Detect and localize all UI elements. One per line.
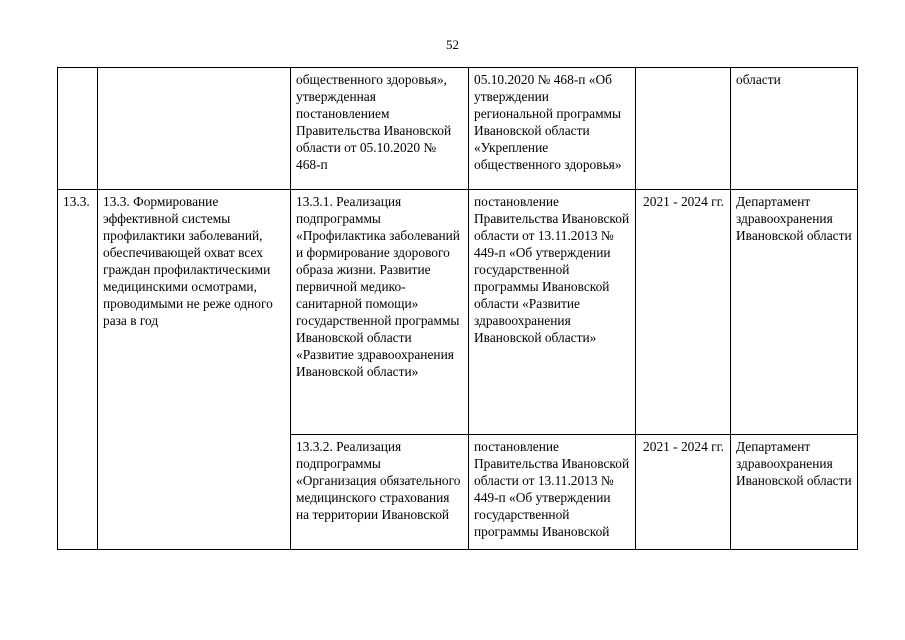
cell-executor: области <box>731 68 858 190</box>
cell-executor: Департамент здравоохранения Ивановской области <box>731 190 858 435</box>
plan-table <box>57 67 858 550</box>
cell-basis: 05.10.2020 № 468-п «Об утверждении региональной программы Ивановской области «Укрепление общественного здоровья» <box>469 68 636 190</box>
cell-period <box>636 68 731 190</box>
cell-measure: 13.3.2. Реализация подпрограммы «Организация обязательного медицинского страхования на территории Ивановской <box>291 435 469 550</box>
cell-measure: общественного здоровья», утвержденная постановлением Правительства Ивановской области от 05.10.2020 № 468-п <box>291 68 469 190</box>
cell-task <box>98 68 291 190</box>
cell-num <box>58 68 98 190</box>
table-row <box>58 68 858 190</box>
cell-period: 2021 - 2024 гг. <box>636 190 731 435</box>
cell-executor: Департамент здравоохранения Ивановской области <box>731 435 858 550</box>
cell-basis: постановление Правительства Ивановской области от 13.11.2013 № 449-п «Об утверждении государственной программы Ивановской области «Развитие здравоохранения Ивановской области» <box>469 190 636 435</box>
cell-task: 13.3. Формирование эффективной системы профилактики заболеваний, обеспечивающей охват всех граждан профилактическими медицинскими осмотрами, проводимыми не реже одного раза в год <box>98 190 291 550</box>
table-row <box>58 190 858 435</box>
cell-measure: 13.3.1. Реализация подпрограммы «Профилактика заболеваний и формирование здорового образа жизни. Развитие первичной медико-санитарной помощи» государственной программы Ивановской области «Развитие здравоохранения Ивановской области» <box>291 190 469 435</box>
cell-num: 13.3. <box>58 190 98 550</box>
page-number: 52 <box>446 37 459 52</box>
cell-period: 2021 - 2024 гг. <box>636 435 731 550</box>
cell-basis: постановление Правительства Ивановской области от 13.11.2013 № 449-п «Об утверждении государственной программы Ивановской <box>469 435 636 550</box>
